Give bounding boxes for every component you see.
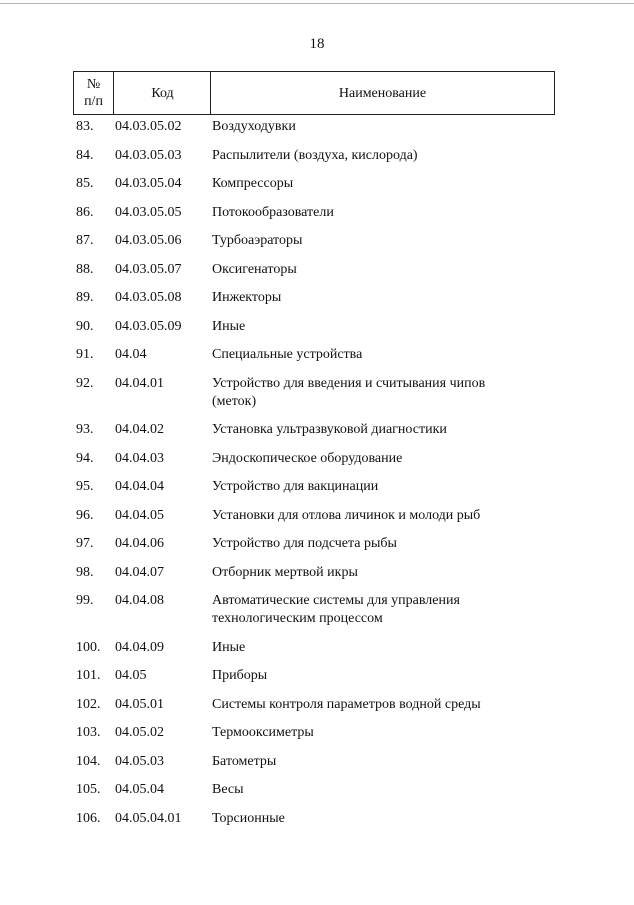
- row-name: Системы контроля параметров водной среды: [212, 697, 481, 712]
- row-name: Автоматические системы для управления технологическим процессом: [212, 593, 460, 626]
- row-name: Устройство для подсчета рыбы: [212, 536, 397, 551]
- row-code: 04.04.05: [115, 508, 164, 523]
- row-code: 04.04.07: [115, 565, 164, 580]
- row-number: 93.: [76, 422, 94, 437]
- row-name: Потокообразователи: [212, 205, 334, 220]
- row-number: 104.: [76, 754, 101, 769]
- row-name: Распылители (воздуха, кислорода): [212, 148, 418, 163]
- row-name: Компрессоры: [212, 176, 294, 191]
- row-code: 04.04.06: [115, 536, 164, 551]
- top-border-line: [0, 3, 634, 4]
- header-number-label: № п/п: [84, 77, 103, 109]
- row-name: Установки для отлова личинок и молоди рыб: [212, 508, 481, 523]
- row-name: Иные: [212, 319, 246, 334]
- row-code: 04.04.08: [115, 593, 164, 608]
- row-name: Иные: [212, 640, 246, 655]
- row-name: Устройство для вакцинации: [212, 479, 379, 494]
- row-code: 04.04: [115, 347, 147, 362]
- row-code: 04.05.01: [115, 697, 164, 712]
- row-code: 04.05.02: [115, 725, 164, 740]
- row-name: Батометры: [212, 754, 277, 769]
- row-code: 04.03.05.05: [115, 205, 182, 220]
- row-code: 04.03.05.02: [115, 119, 182, 134]
- row-number: 92.: [76, 376, 94, 391]
- row-number: 89.: [76, 290, 94, 305]
- row-number: 105.: [76, 782, 101, 797]
- table-header: [73, 71, 555, 115]
- row-number: 106.: [76, 811, 101, 826]
- row-number: 103.: [76, 725, 101, 740]
- row-code: 04.05.04: [115, 782, 164, 797]
- page-number: 18: [309, 36, 325, 52]
- header-number: [74, 72, 113, 114]
- row-number: 91.: [76, 347, 94, 362]
- row-name: Установка ультразвуковой диагностики: [212, 422, 447, 437]
- row-name: Приборы: [212, 668, 268, 683]
- row-name: Торсионные: [212, 811, 285, 826]
- row-code: 04.03.05.09: [115, 319, 182, 334]
- row-number: 85.: [76, 176, 94, 191]
- row-number: 101.: [76, 668, 101, 683]
- row-name: Специальные устройства: [212, 347, 363, 362]
- row-number: 97.: [76, 536, 94, 551]
- header-name: [210, 72, 554, 114]
- row-name: Отборник мертвой икры: [212, 565, 358, 580]
- row-number: 87.: [76, 233, 94, 248]
- row-code: 04.05: [115, 668, 147, 683]
- row-code: 04.03.05.07: [115, 262, 182, 277]
- row-number: 96.: [76, 508, 94, 523]
- row-number: 99.: [76, 593, 94, 608]
- row-code: 04.04.04: [115, 479, 164, 494]
- header-code: [113, 72, 211, 114]
- row-code: 04.04.01: [115, 376, 164, 391]
- row-name: Инжекторы: [212, 290, 282, 305]
- row-number: 98.: [76, 565, 94, 580]
- row-code: 04.05.04.01: [115, 811, 182, 826]
- row-name: Весы: [212, 782, 244, 797]
- row-number: 94.: [76, 451, 94, 466]
- row-code: 04.03.05.06: [115, 233, 182, 248]
- row-code: 04.03.05.04: [115, 176, 182, 191]
- row-name: Устройство для введения и считывания чипов (меток): [212, 376, 486, 409]
- row-name: Оксигенаторы: [212, 262, 297, 277]
- row-name: Турбоаэраторы: [212, 233, 303, 248]
- row-code: 04.05.03: [115, 754, 164, 769]
- row-number: 86.: [76, 205, 94, 220]
- row-code: 04.03.05.08: [115, 290, 182, 305]
- row-number: 84.: [76, 148, 94, 163]
- header-name-label: Наименование: [338, 85, 427, 101]
- header-code-label: Код: [151, 85, 174, 101]
- row-code: 04.03.05.03: [115, 148, 182, 163]
- row-number: 88.: [76, 262, 94, 277]
- row-number: 83.: [76, 119, 94, 134]
- row-name: Термооксиметры: [212, 725, 314, 740]
- row-name: Воздуходувки: [212, 119, 296, 134]
- row-name: Эндоскопическое оборудование: [212, 451, 403, 466]
- row-code: 04.04.02: [115, 422, 164, 437]
- row-number: 100.: [76, 640, 101, 655]
- row-code: 04.04.09: [115, 640, 164, 655]
- row-number: 95.: [76, 479, 94, 494]
- row-number: 102.: [76, 697, 101, 712]
- row-code: 04.04.03: [115, 451, 164, 466]
- row-number: 90.: [76, 319, 94, 334]
